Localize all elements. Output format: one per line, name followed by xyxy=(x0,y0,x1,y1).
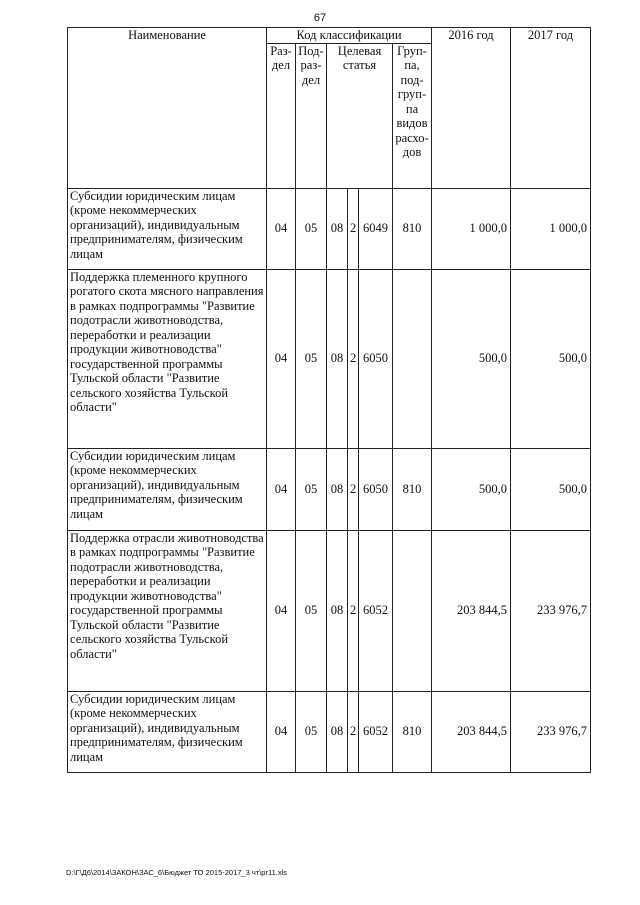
row-target-code: 6052 xyxy=(359,530,393,691)
header-target-article: Целевая статья xyxy=(327,43,393,188)
row-target-subprogram: 2 xyxy=(348,188,359,269)
row-target-code: 6050 xyxy=(359,448,393,530)
row-razdel: 04 xyxy=(267,188,296,269)
row-value-2016: 500,0 xyxy=(432,448,511,530)
table-row xyxy=(68,691,591,772)
row-expense-group: 810 xyxy=(393,448,432,530)
header-razdel: Раз- дел xyxy=(267,43,296,188)
row-target-subprogram: 2 xyxy=(348,269,359,448)
row-podrazdel: 05 xyxy=(296,530,327,691)
row-razdel: 04 xyxy=(267,269,296,448)
row-expense-group: 810 xyxy=(393,691,432,772)
header-expense-group: Груп- па, под- груп- па видов расхо- дов xyxy=(393,43,432,188)
table-row xyxy=(68,530,591,691)
row-razdel: 04 xyxy=(267,691,296,772)
row-value-2016: 203 844,5 xyxy=(432,530,511,691)
row-target-subprogram: 2 xyxy=(348,530,359,691)
row-target-program: 08 xyxy=(327,188,348,269)
row-value-2017: 1 000,0 xyxy=(511,188,591,269)
row-target-code: 6050 xyxy=(359,269,393,448)
header-code-classification: Код классификации xyxy=(267,28,432,44)
row-value-2017: 233 976,7 xyxy=(511,691,591,772)
table-row xyxy=(68,269,591,448)
row-target-code: 6052 xyxy=(359,691,393,772)
row-value-2017: 500,0 xyxy=(511,448,591,530)
row-podrazdel: 05 xyxy=(296,448,327,530)
row-expense-group xyxy=(393,269,432,448)
file-path-footer: D:\Г\Д6\2014\ЗАКОН\ЗАС_6\Бюджет ТО 2015-2017_3 чт\pr11.xls xyxy=(66,868,287,877)
row-podrazdel: 05 xyxy=(296,691,327,772)
row-target-subprogram: 2 xyxy=(348,691,359,772)
row-target-program: 08 xyxy=(327,530,348,691)
row-target-subprogram: 2 xyxy=(348,448,359,530)
row-podrazdel: 05 xyxy=(296,188,327,269)
row-name: Поддержка отрасли животноводства в рамках подпрограммы "Развитие подотрасли животноводства, переработки и реализации продукции животноводства" государственной программы Тульской области "Развитие сельского хозяйства Тульской области" xyxy=(68,530,267,691)
header-podrazdel: Под- раз- дел xyxy=(296,43,327,188)
row-razdel: 04 xyxy=(267,448,296,530)
row-name: Субсидии юридическим лицам (кроме некоммерческих организаций), индивидуальным предпринимателям, физическим лицам xyxy=(68,188,267,269)
header-2017: 2017 год xyxy=(511,28,591,189)
page-number: 67 xyxy=(313,12,327,24)
row-target-code: 6049 xyxy=(359,188,393,269)
row-value-2017: 500,0 xyxy=(511,269,591,448)
row-podrazdel: 05 xyxy=(296,269,327,448)
budget-table xyxy=(67,27,591,773)
row-expense-group xyxy=(393,530,432,691)
table-row xyxy=(68,188,591,269)
row-value-2017: 233 976,7 xyxy=(511,530,591,691)
row-value-2016: 203 844,5 xyxy=(432,691,511,772)
row-razdel: 04 xyxy=(267,530,296,691)
row-target-program: 08 xyxy=(327,448,348,530)
row-name: Субсидии юридическим лицам (кроме некоммерческих организаций), индивидуальным предпринимателям, физическим лицам xyxy=(68,448,267,530)
row-value-2016: 1 000,0 xyxy=(432,188,511,269)
row-name: Поддержка племенного крупного рогатого скота мясного направления в рамках подпрограммы "Развитие подотрасли животноводства, переработки и реализации продукции животноводства" государственной программы Тульской области "Развитие сельского хозяйства Тульской области" xyxy=(68,269,267,448)
row-target-program: 08 xyxy=(327,691,348,772)
header-2016: 2016 год xyxy=(432,28,511,189)
row-target-program: 08 xyxy=(327,269,348,448)
row-expense-group: 810 xyxy=(393,188,432,269)
row-name: Субсидии юридическим лицам (кроме некоммерческих организаций), индивидуальным предпринимателям, физическим лицам xyxy=(68,691,267,772)
row-value-2016: 500,0 xyxy=(432,269,511,448)
table-row xyxy=(68,448,591,530)
header-name: Наименование xyxy=(68,28,267,189)
